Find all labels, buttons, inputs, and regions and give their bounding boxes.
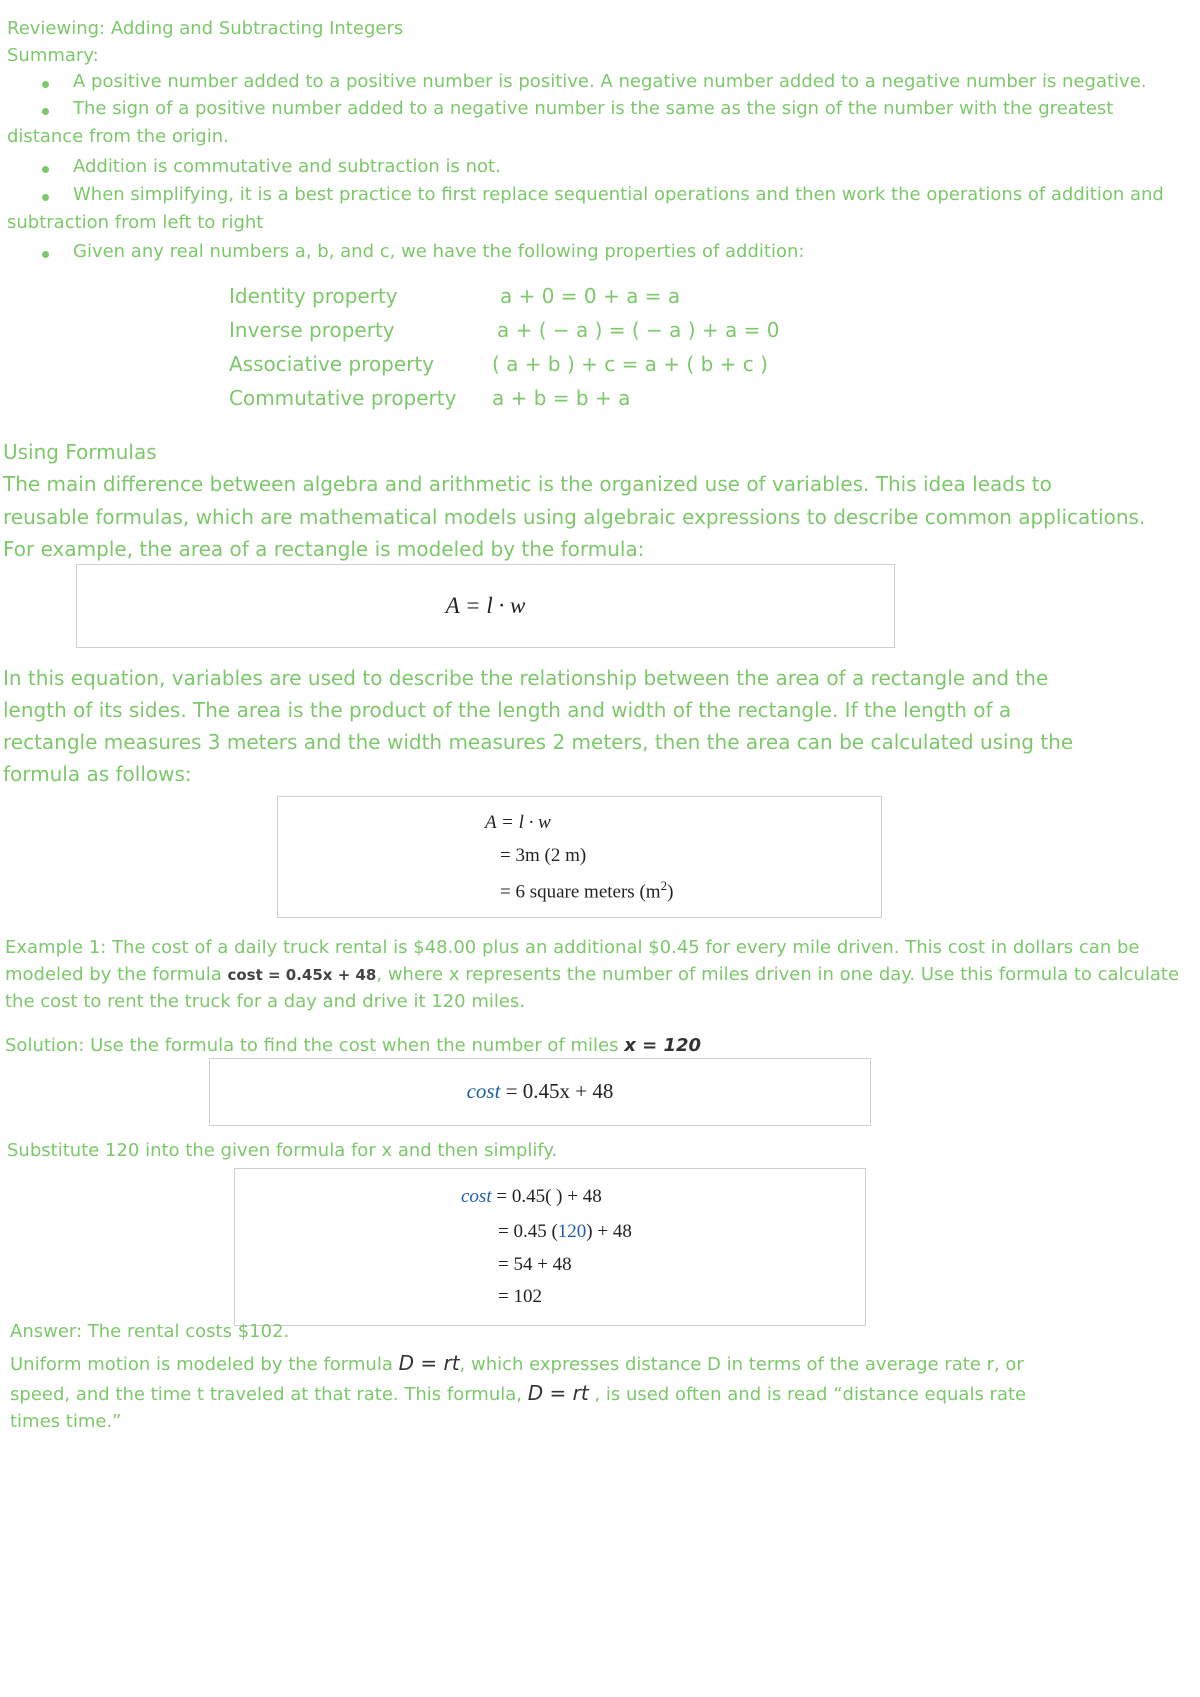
inline-formula: D = rt (398, 1351, 460, 1375)
sub-line: = 54 + 48 (498, 1254, 572, 1275)
property-formula: a + 0 = 0 + a = a (500, 284, 681, 308)
substitution-box (234, 1168, 866, 1326)
motion-line (10, 1381, 1026, 1405)
motion-text: , which expresses distance D in terms of the average rate r, or (459, 1354, 1024, 1375)
summary-label: Summary: (7, 45, 99, 66)
cost-variable: cost (461, 1186, 492, 1207)
bullet-2-line1: The sign of a positive number added to a negative number is the same as the sign of the number with the greatest (73, 98, 1114, 119)
example-text: modeled by the formula (5, 964, 222, 985)
bullet-5: Given any real numbers a, b, and c, we have the following properties of addition: (73, 241, 805, 262)
sub-expression: = 0.45 ( (498, 1221, 558, 1242)
page-heading: Reviewing: Adding and Subtracting Integers (7, 18, 404, 39)
bullet-icon (42, 251, 49, 258)
answer-line: Answer: The rental costs $102. (10, 1321, 290, 1342)
cost-variable: cost (466, 1079, 501, 1103)
area-formula-box (76, 564, 895, 648)
calc-text: = 6 square meters (m (500, 881, 661, 903)
inline-formula: x = 120 (624, 1035, 702, 1056)
motion-line: times time.” (10, 1411, 122, 1432)
sub-line (498, 1221, 632, 1243)
calc-line (500, 878, 673, 903)
bullet-3: Addition is commutative and subtraction is not. (73, 156, 501, 177)
property-name: Inverse property (229, 318, 395, 342)
calc-line: = 3m (2 m) (500, 845, 587, 866)
solution-line (5, 1035, 701, 1056)
bullet-4-line2: subtraction from left to right (7, 212, 264, 233)
motion-text: Uniform motion is modeled by the formula (10, 1354, 393, 1375)
example-line: the cost to rent the truck for a day and drive it 120 miles. (5, 991, 526, 1012)
bullet-1: A positive number added to a positive number is positive. A negative number added to a negative number is negative. (73, 71, 1147, 92)
section-title: Using Formulas (3, 440, 157, 464)
inline-formula: D = rt (527, 1381, 589, 1405)
bullet-2-line2: distance from the origin. (7, 126, 229, 147)
sub-line: = 102 (498, 1286, 542, 1307)
property-name: Associative property (229, 352, 435, 376)
bullet-icon (42, 194, 49, 201)
sub-expression: = 0.45( ) + 48 (496, 1186, 602, 1207)
cost-formula-box (209, 1058, 871, 1126)
bullet-icon (42, 108, 49, 115)
paragraph-line: rectangle measures 3 meters and the width measures 2 meters, then the area can be calculated using the (3, 730, 1074, 754)
bullet-icon (42, 81, 49, 88)
bullet-4-line1: When simplifying, it is a best practice to first replace sequential operations and then work the operations of addition and (73, 184, 1164, 205)
area-formula: A = l · w (445, 593, 526, 618)
paragraph-line: The main difference between algebra and arithmetic is the organized use of variables. This idea leads to (3, 472, 1052, 496)
solution-text: Solution: Use the formula to find the cost when the number of miles (5, 1035, 619, 1056)
property-formula: ( a + b ) + c = a + ( b + c ) (492, 352, 768, 376)
cost-expression: = 0.45x + 48 (505, 1079, 614, 1103)
superscript: 2 (660, 878, 668, 893)
motion-line (10, 1351, 1024, 1375)
motion-text: , is used often and is read “distance equals rate (594, 1384, 1027, 1405)
calc-line: A = l · w (485, 812, 551, 833)
area-calculation-box (277, 796, 882, 918)
paragraph-line: In this equation, variables are used to describe the relationship between the area of a rectangle and the (3, 666, 1049, 690)
motion-text: speed, and the time t traveled at that rate. This formula, (10, 1384, 522, 1405)
paragraph-line: formula as follows: (3, 762, 192, 786)
inline-formula: cost = 0.45x + 48 (227, 966, 377, 984)
sub-expression: ) + 48 (586, 1221, 632, 1242)
paragraph-line: reusable formulas, which are mathematical models using algebraic expressions to describe common applications. (3, 505, 1146, 529)
cost-formula (210, 1079, 870, 1104)
property-formula: a + b = b + a (492, 386, 631, 410)
paragraph-line: For example, the area of a rectangle is modeled by the formula: (3, 537, 645, 561)
example-text: , where x represents the number of miles driven in one day. Use this formula to calculate (376, 964, 1180, 985)
example-line (5, 964, 1179, 985)
property-name: Commutative property (229, 386, 457, 410)
property-formula: a + ( − a ) = ( − a ) + a = 0 (497, 318, 780, 342)
example-line: Example 1: The cost of a daily truck rental is $48.00 plus an additional $0.45 for every mile driven. This cost in dollars can be (5, 937, 1140, 958)
substitute-line: Substitute 120 into the given formula for x and then simplify. (7, 1140, 558, 1161)
property-name: Identity property (229, 284, 398, 308)
sub-line (461, 1186, 602, 1208)
substituted-value: 120 (557, 1221, 587, 1242)
bullet-icon (42, 166, 49, 173)
calc-close: ) (667, 881, 674, 903)
paragraph-line: length of its sides. The area is the product of the length and width of the rectangle. If the length of a (3, 698, 1012, 722)
